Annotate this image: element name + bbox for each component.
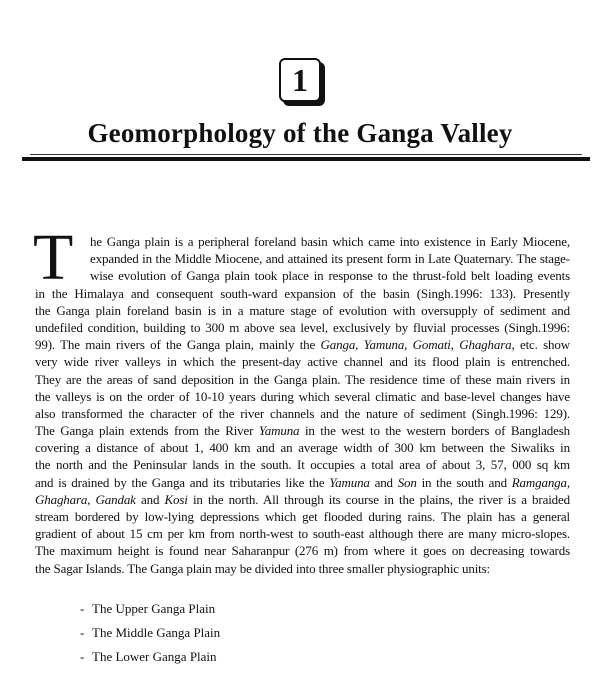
text-segment: stream bordered by low-lying depressions which get flooded during rains. The plain has a general [35, 509, 570, 524]
text-segment: the Sagar Islands. The Ganga plain may be divided into three smaller physiographic units: [35, 560, 491, 576]
text-line [35, 422, 570, 439]
text-segment: the north and the Peninsular lands in the south. It occupies a total area of about 3, 57, 000 sq km [35, 457, 570, 473]
italic-text: Yamuna [258, 423, 300, 439]
list-item [80, 645, 220, 669]
text-segment: The Ganga plain extends from the River [35, 423, 259, 439]
bullet-dash: - [80, 625, 85, 640]
list-item-text: The Upper Ganga Plain [92, 601, 216, 616]
text-segment: and is drained by the Ganga and its tributaries like the [35, 474, 330, 490]
text-line [35, 542, 570, 559]
text-segment: very wide river valleys in which the present-day active channel and its flood plain is entrenched. [35, 354, 570, 370]
text-line [35, 336, 570, 353]
text-segment: in the Himalaya and consequent south-ward expansion of the basin (Singh.1996: 133). Presently [35, 285, 570, 301]
text-segment: , etc. show [511, 337, 570, 353]
text-line [35, 439, 570, 456]
drop-cap: T [33, 221, 74, 294]
physiographic-units-list [80, 597, 220, 669]
body-paragraph [35, 233, 570, 577]
text-segment: 99). The main rivers of the Ganga plain, mainly the [35, 337, 321, 353]
text-segment: the Ganga plain foreland basin is in a mature stage of evolution with oversupply of sediment and [35, 302, 570, 318]
text-line [35, 319, 570, 336]
text-segment: wise evolution of Ganga plain took place in response to the thrust-fold belt loading events [90, 268, 570, 284]
text-line [90, 267, 570, 284]
text-line [35, 456, 570, 473]
title-rule-thick [22, 157, 590, 161]
italic-text: Ghaghara, Gandak [35, 491, 136, 507]
text-segment: he Ganga plain is a peripheral foreland basin which came into existence in Early Miocene, [90, 234, 570, 249]
list-item [80, 597, 220, 621]
chapter-number: 1 [292, 62, 308, 98]
text-line [35, 388, 570, 405]
text-line [35, 371, 570, 388]
list-item-text: The Middle Ganga Plain [92, 625, 221, 640]
text-line [35, 285, 570, 302]
text-segment: and [369, 474, 398, 490]
text-line [35, 353, 570, 370]
text-segment: expanded in the Middle Miocene, and attained its present form in Late Quaternary. The stage- [90, 251, 570, 267]
text-line [35, 508, 570, 525]
italic-text: Ramganga, [511, 474, 570, 490]
text-line [35, 525, 570, 542]
text-segment: gradient of about 15 cm per km from north-west to south-east although there are many micro-slopes. [35, 526, 570, 542]
text-line [90, 250, 570, 267]
text-segment: the valleys is on the order of 10-10 years during which several climatic and base-level changes have [35, 388, 570, 404]
bullet-dash: - [80, 649, 85, 664]
chapter-number-box [279, 58, 321, 102]
text-line [35, 405, 570, 422]
italic-text: Yamuna [329, 474, 370, 490]
text-line [35, 474, 570, 491]
text-line [35, 302, 570, 319]
text-segment: also transformed the character of the river channels and the nature of sediment (Singh.1996: 129). [35, 405, 570, 421]
italic-text: Son [397, 474, 417, 490]
text-segment: in the north. All through its course in the plains, the river is a braided [187, 491, 570, 507]
italic-text: Ganga, Yamuna, Gomati, Ghaghara [320, 337, 512, 353]
text-segment: The maximum height is found near Saharanpur (276 m) from where it goes on decreasing towards [35, 543, 570, 559]
chapter-title: Geomorphology of the Ganga Valley [87, 118, 513, 148]
text-line [35, 560, 570, 577]
list-item-text: The Lower Ganga Plain [92, 649, 217, 664]
list-item [80, 621, 220, 645]
text-segment: in the south and [416, 474, 512, 490]
italic-text: Kosi [164, 491, 188, 507]
text-segment: covering a distance of about 1, 400 km and an average width of 300 km between the Siwaliks in [35, 440, 570, 456]
text-segment: in the west to the western borders of Bangladesh [299, 423, 570, 439]
title-rule-thin [30, 154, 582, 155]
text-line [90, 233, 570, 250]
text-line [35, 491, 570, 508]
text-segment: and [135, 491, 165, 507]
bullet-dash: - [80, 601, 85, 616]
text-segment: They are the areas of sand deposition in the Ganga plain. The residence time of these main rivers in [35, 371, 570, 387]
text-segment: undefiled condition, building to 300 m above sea level, exclusively by fluvial processes (Singh.1996: [35, 319, 570, 335]
